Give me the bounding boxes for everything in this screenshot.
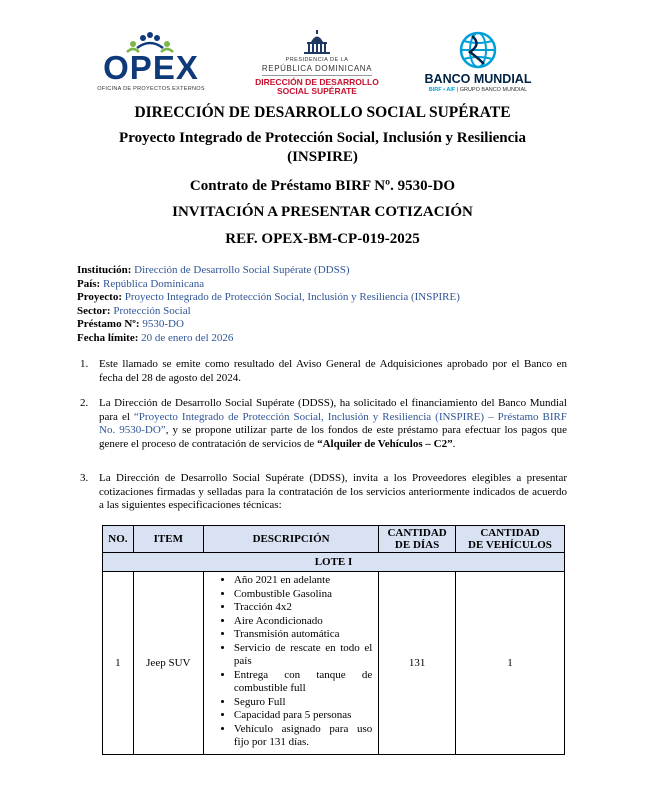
row-descripcion xyxy=(203,572,378,755)
header-cantidad-vehiculos: CANTIDAD DE VEHÍCULOS xyxy=(455,526,564,553)
paragraph-1: 1. Este llamado se emite como resultado del Aviso General de Adquisiciones aprobado por el Banco en fecha del 28 de agosto del 2024. xyxy=(80,358,567,384)
rd-divider xyxy=(262,75,372,76)
header-no: NO. xyxy=(103,526,134,553)
info-row-sector: Sector: Protección Social xyxy=(77,304,191,317)
spec-item: • Entrega con tanque de combustible full xyxy=(234,669,372,696)
logo-bar xyxy=(0,30,645,98)
spec-item: • Servicio de rescate en todo el país xyxy=(234,642,372,669)
table-row xyxy=(103,572,565,755)
national-palace-icon xyxy=(300,30,334,56)
banco-mundial-logo xyxy=(418,30,538,98)
spec-item: • Combustible Gasolina xyxy=(234,588,372,602)
banco-mundial-subtitle: BIRF • AIF | GRUPO BANCO MUNDIAL xyxy=(428,87,528,93)
spec-item: • Transmisión automática xyxy=(234,628,372,642)
rd-direccion-line2: SOCIAL SUPÉRATE xyxy=(277,86,357,96)
spec-item: • Año 2021 en adelante xyxy=(234,574,372,588)
table-header-row xyxy=(103,526,565,553)
row-cantidad-vehiculos: 1 xyxy=(455,572,564,755)
opex-logo xyxy=(95,32,207,96)
agency-title: DIRECCIÓN DE DESARROLLO SOCIAL SUPÉRATE xyxy=(134,104,511,121)
row-item: Jeep SUV xyxy=(133,572,203,755)
info-row-fecha-limite: Fecha límite: 20 de enero del 2026 xyxy=(77,331,234,344)
spec-item: • Vehículo asignado para uso fijo por 131 días. xyxy=(234,723,372,750)
header-descripcion: DESCRIPCIÓN xyxy=(203,526,378,553)
reference-title: REF. OPEX-BM-CP-019-2025 xyxy=(225,231,420,247)
info-row-proyecto: Proyecto: Proyecto Integrado de Protección Social, Inclusión y Resiliencia (INSPIRE) xyxy=(77,291,460,304)
loan-title: Contrato de Préstamo BIRF Nº. 9530-DO xyxy=(189,178,456,194)
header-item: ITEM xyxy=(133,526,203,553)
opex-wordmark: OPEX xyxy=(103,49,199,86)
row-no: 1 xyxy=(103,572,134,755)
spec-item: • Seguro Full xyxy=(234,696,372,710)
spec-item: • Aire Acondicionado xyxy=(234,615,372,629)
rd-direccion-line1: DIRECCIÓN DE DESARROLLO xyxy=(255,77,379,87)
lote-title: LOTE I xyxy=(103,553,565,572)
spec-item: • Capacidad para 5 personas xyxy=(234,709,372,723)
header-cantidad-dias: CANTIDAD DE DÍAS xyxy=(379,526,456,553)
paragraph-2: 2. La Dirección de Desarrollo Social Supérate (DDSS), ha solicitado el financiamiento del Banco Mundial para el “Proyecto Integrado de Protección Social, Inclusión y Resiliencia (INSPIRE) – Préstamo BIRF No. 9530-DO”, y se propone utilizar parte de los fondos de este préstamo para efectuar los pagos que genere el proceso de contratación de servicios de “Alquiler de Vehículos – C2”. xyxy=(80,397,567,450)
banco-mundial-name: BANCO MUNDIAL xyxy=(424,72,532,86)
specifications-table xyxy=(102,525,565,755)
globe-icon xyxy=(458,30,498,70)
info-row-prestamo: Préstamo Nº: 9530-DO xyxy=(77,318,184,331)
opex-subtitle: OFICINA DE PROYECTOS EXTERNOS xyxy=(97,86,205,92)
rd-republica-label: REPÚBLICA DOMINICANA xyxy=(261,64,373,73)
info-row-pais: País: República Dominicana xyxy=(77,277,205,290)
project-title: Proyecto Integrado de Protección Social, Inclusión y Resiliencia (INSPIRE) xyxy=(119,130,526,165)
info-block xyxy=(77,264,577,346)
lote-header-row xyxy=(103,553,565,572)
spec-list xyxy=(204,574,372,750)
spec-item: • Tracción 4x2 xyxy=(234,601,372,615)
row-cantidad-dias: 131 xyxy=(379,572,456,755)
info-row-institucion: Institución: Dirección de Desarrollo Social Supérate (DDSS) xyxy=(77,264,350,276)
invitation-title: INVITACIÓN A PRESENTAR COTIZACIÓN xyxy=(172,204,473,220)
rd-presidencia-label: PRESIDENCIA DE LA xyxy=(285,57,349,63)
republica-dominicana-logo xyxy=(242,30,392,98)
paragraph-3: 3. La Dirección de Desarrollo Social Supérate (DDSS), invita a los Proveedores elegibles a presentar cotizaciones firmadas y selladas para la contratación de los servicios anteriormente indicados de acuerdo a las siguientes especificaciones técnicas: xyxy=(80,472,567,511)
